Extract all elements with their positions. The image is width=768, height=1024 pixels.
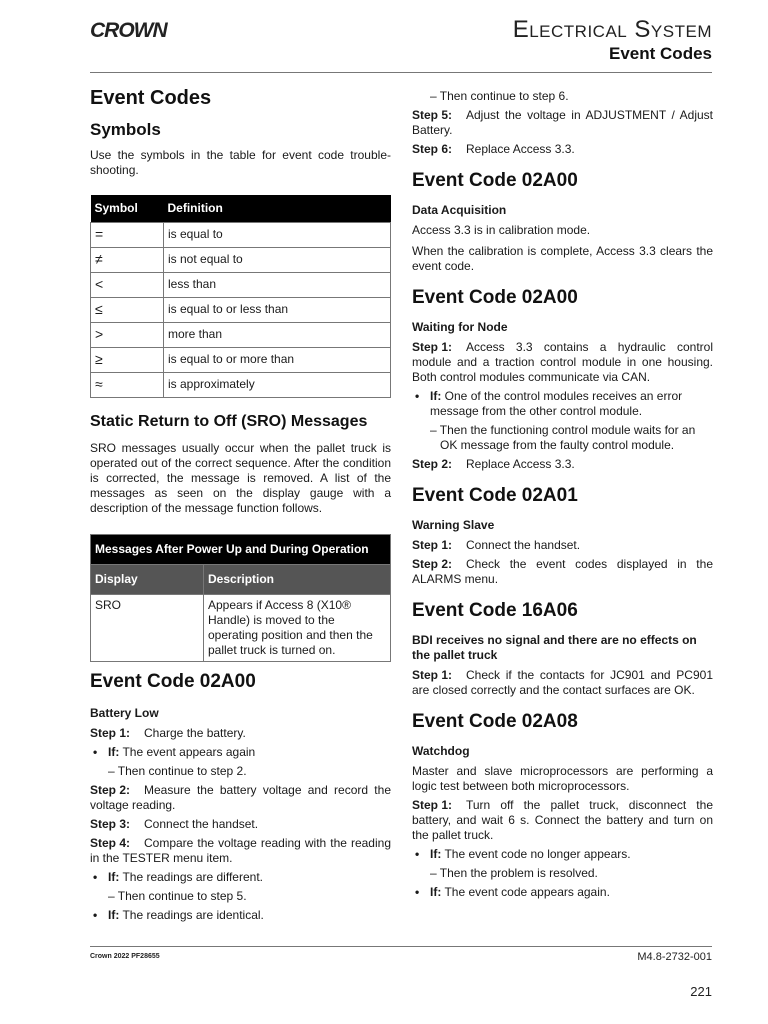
step-item bbox=[412, 538, 713, 553]
crown-logo bbox=[90, 18, 170, 45]
column-header: Symbol bbox=[91, 195, 164, 223]
symbol-cell: = bbox=[91, 223, 164, 248]
symbol-table-header bbox=[91, 195, 391, 223]
event-code-subtitle: Warning Slave bbox=[412, 518, 495, 532]
paragraph: Master and slave microprocessors are performing a logic test between both microprocessors. bbox=[412, 764, 713, 793]
if-label: If: bbox=[108, 745, 120, 759]
if-text: One of the control modules receives an error message from the other control module. bbox=[430, 389, 683, 418]
if-item bbox=[412, 885, 713, 900]
definition-cell: is approximately bbox=[164, 373, 391, 398]
symbol-cell: ≠ bbox=[91, 248, 164, 273]
event-code-subtitle: Data Acquisition bbox=[412, 203, 507, 217]
definition-cell: is not equal to bbox=[164, 248, 391, 273]
sro-intro: SRO messages usually occur when the pallet truck is operated out of the correct sequence. After the condition is corrected, the message is removed. A list of the messages as seen on the display gauge with a description of the message function follows. bbox=[90, 441, 391, 515]
column-header: Display bbox=[91, 565, 204, 595]
step-text: Measure the battery voltage and record the voltage reading. bbox=[90, 783, 391, 812]
step-label: Step 1: bbox=[90, 726, 131, 740]
step-text: Connect the handset. bbox=[466, 538, 581, 552]
table-row bbox=[91, 595, 391, 662]
sro-table-caption: Messages After Power Up and During Operation bbox=[91, 535, 391, 565]
if-text: The readings are different. bbox=[122, 870, 263, 884]
column-header: Definition bbox=[164, 195, 391, 223]
page-title: Event Codes bbox=[90, 87, 212, 109]
step-label: Step 3: bbox=[90, 817, 131, 831]
table-row bbox=[91, 323, 391, 348]
step-label: Step 2: bbox=[412, 557, 453, 571]
left-column bbox=[90, 86, 391, 927]
step-item bbox=[412, 798, 713, 843]
event-code-subtitle: Waiting for Node bbox=[412, 320, 508, 334]
if-text: The event appears again bbox=[122, 745, 256, 759]
event-code-heading: Event Code 02A00 bbox=[412, 287, 578, 308]
right-column bbox=[412, 86, 713, 904]
step-text: Adjust the voltage in ADJUSTMENT / Adjust Battery. bbox=[412, 108, 713, 137]
if-label: If: bbox=[430, 389, 442, 403]
step-item bbox=[412, 557, 713, 587]
step-item bbox=[90, 726, 391, 741]
table-row bbox=[91, 248, 391, 273]
event-code-heading: Event Code 16A06 bbox=[412, 600, 578, 621]
definition-cell: is equal to or less than bbox=[164, 298, 391, 323]
sro-heading: Static Return to Off (SRO) Messages bbox=[90, 413, 368, 430]
then-item: – Then the problem is resolved. bbox=[430, 866, 598, 880]
step-label: Step 1: bbox=[412, 340, 453, 354]
step-item bbox=[412, 340, 713, 385]
event-code-heading: Event Code 02A08 bbox=[412, 711, 578, 732]
if-label: If: bbox=[430, 885, 442, 899]
footer-divider bbox=[90, 946, 712, 947]
event-code-subtitle: BDI receives no signal and there are no effects on the pallet truck bbox=[412, 633, 697, 662]
table-row bbox=[91, 223, 391, 248]
if-text: The event code no longer appears. bbox=[444, 847, 631, 861]
display-cell: SRO bbox=[91, 595, 204, 662]
subsection-title: Event Codes bbox=[609, 44, 712, 63]
event-code-heading: Event Code 02A01 bbox=[412, 485, 578, 506]
step-label: Step 6: bbox=[412, 142, 453, 156]
table-row bbox=[91, 273, 391, 298]
event-code-subtitle: Battery Low bbox=[90, 706, 159, 720]
step-text: Check if the contacts for JC901 and PC901 are closed correctly and the contact surfaces are OK. bbox=[412, 668, 713, 697]
step-text: Replace Access 3.3. bbox=[466, 457, 575, 471]
event-code-subtitle: Watchdog bbox=[412, 744, 470, 758]
symbol-cell: ≈ bbox=[91, 373, 164, 398]
symbols-intro: Use the symbols in the table for event code trouble-shooting. bbox=[90, 148, 391, 177]
step-text: Compare the voltage reading with the reading in the TESTER menu item. bbox=[90, 836, 391, 865]
step-item bbox=[412, 142, 713, 157]
step-text: Connect the handset. bbox=[144, 817, 259, 831]
table-row bbox=[91, 373, 391, 398]
if-item bbox=[412, 847, 713, 862]
if-text: The event code appears again. bbox=[444, 885, 610, 899]
if-label: If: bbox=[430, 847, 442, 861]
step-text: Charge the battery. bbox=[144, 726, 246, 740]
step-text: Access 3.3 contains a hydraulic control module and a traction control module in one housing. Both control modules communicate via CAN. bbox=[412, 340, 713, 384]
footer-copyright: Crown 2022 PF28655 bbox=[90, 953, 160, 960]
definition-cell: is equal to bbox=[164, 223, 391, 248]
step-item bbox=[412, 457, 713, 472]
symbol-cell: ≥ bbox=[91, 348, 164, 373]
table-row bbox=[91, 298, 391, 323]
then-item: – Then the functioning control module waits for an OK message from the faulty control module. bbox=[430, 423, 696, 452]
step-text: Turn off the pallet truck, disconnect the battery, and wait 6 s. Connect the battery and turn on the pallet truck. bbox=[412, 798, 713, 842]
table-row bbox=[91, 348, 391, 373]
page-number: 221 bbox=[690, 984, 712, 999]
brand-text: CROWN bbox=[90, 19, 167, 40]
if-item bbox=[412, 389, 713, 419]
event-code-heading: Event Code 02A00 bbox=[412, 170, 578, 191]
definition-cell: less than bbox=[164, 273, 391, 298]
step-item bbox=[412, 108, 713, 138]
if-item bbox=[90, 870, 391, 885]
symbol-table bbox=[90, 195, 391, 398]
step-label: Step 1: bbox=[412, 668, 453, 682]
step-item bbox=[90, 817, 391, 832]
step-label: Step 1: bbox=[412, 538, 453, 552]
description-cell: Appears if Access 8 (X10® Handle) is moved to the operating position and then the pallet truck is turned on. bbox=[204, 595, 391, 662]
definition-cell: is equal to or more than bbox=[164, 348, 391, 373]
if-text: The readings are identical. bbox=[122, 908, 264, 922]
column-header: Description bbox=[204, 565, 391, 595]
paragraph: Access 3.3 is in calibration mode. bbox=[412, 223, 591, 237]
step-label: Step 2: bbox=[90, 783, 131, 797]
step-item bbox=[90, 836, 391, 866]
symbol-cell: ≤ bbox=[91, 298, 164, 323]
section-title: Electrical System bbox=[512, 16, 712, 43]
if-item bbox=[90, 745, 391, 760]
if-item bbox=[90, 908, 391, 923]
if-label: If: bbox=[108, 908, 120, 922]
symbols-heading: Symbols bbox=[90, 120, 161, 139]
if-label: If: bbox=[108, 870, 120, 884]
step-label: Step 2: bbox=[412, 457, 453, 471]
step-text: Replace Access 3.3. bbox=[466, 142, 575, 156]
header-divider bbox=[90, 72, 712, 73]
paragraph: When the calibration is complete, Access 3.3 clears the event code. bbox=[412, 244, 713, 273]
then-item: – Then continue to step 5. bbox=[108, 889, 247, 903]
symbol-cell: < bbox=[91, 273, 164, 298]
definition-cell: more than bbox=[164, 323, 391, 348]
step-label: Step 5: bbox=[412, 108, 453, 122]
document-id: M4.8-2732-001 bbox=[637, 951, 712, 963]
step-label: Step 1: bbox=[412, 798, 453, 812]
step-text: Check the event codes displayed in the ALARMS menu. bbox=[412, 557, 713, 586]
sro-table bbox=[90, 534, 391, 662]
step-item bbox=[90, 783, 391, 813]
step-item bbox=[412, 668, 713, 698]
event-code-heading: Event Code 02A00 bbox=[90, 671, 256, 692]
then-item: – Then continue to step 6. bbox=[430, 89, 569, 103]
symbol-cell: > bbox=[91, 323, 164, 348]
then-item: – Then continue to step 2. bbox=[108, 764, 247, 778]
step-label: Step 4: bbox=[90, 836, 131, 850]
